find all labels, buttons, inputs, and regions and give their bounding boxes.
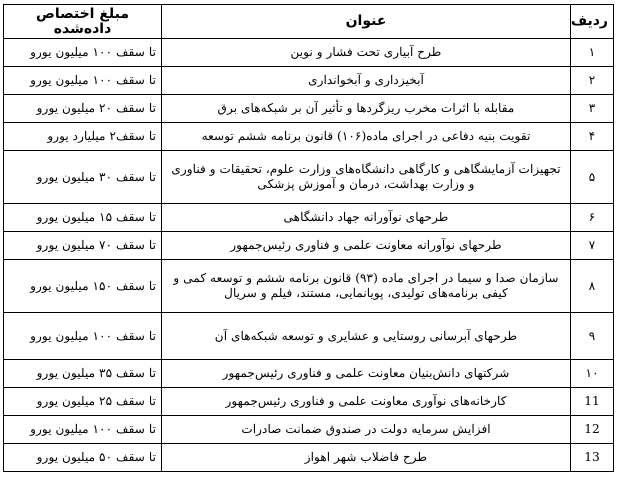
row-number: ۹	[571, 313, 614, 360]
row-number: ۱۰	[571, 360, 614, 388]
row-title: آبخیزداری و آبخوانداری	[162, 67, 571, 95]
row-title: تجهیزات آزمایشگاهی و کارگاهی دانشگاه‌های وزارت علوم، تحقیقات و فناوری و وزارت بهداشت، درمان و آموزش پزشکی	[162, 151, 571, 204]
table-row	[4, 416, 614, 444]
row-title: مقابله با اثرات مخرب ریزگردها و تأثیر آن بر شبکه‌های برق	[162, 95, 571, 123]
row-number: ۱	[571, 39, 614, 67]
row-number: ۷	[571, 232, 614, 260]
row-amount: تا سقف ۱۰۰ میلیون یورو	[4, 39, 162, 67]
row-amount: تا سقف ۱۵ میلیون یورو	[4, 204, 162, 232]
row-amount: تا سقف ۷۰ میلیون یورو	[4, 232, 162, 260]
row-amount: تا سقف ۱۰۰ میلیون یورو	[4, 313, 162, 360]
row-title: طرحهای نوآورانه جهاد دانشگاهی	[162, 204, 571, 232]
row-amount: تا سقف ۲۵ میلیون یورو	[4, 388, 162, 416]
table-row	[4, 204, 614, 232]
row-number: 13	[571, 444, 614, 472]
table-row	[4, 95, 614, 123]
table-row	[4, 313, 614, 360]
table-row	[4, 444, 614, 472]
table-row	[4, 360, 614, 388]
row-title: طرحهای نوآورانه معاونت علمی و فناوری رئیس‌جمهور	[162, 232, 571, 260]
budget-allocation-table	[3, 4, 614, 472]
table-row	[4, 232, 614, 260]
table-row	[4, 123, 614, 151]
row-title: سازمان صدا و سیما در اجرای ماده (۹۳) قانون برنامه ششم و توسعه کمی و کیفی برنامه‌های تولیدی، پویانمایی، مستند، فیلم و سریال	[162, 260, 571, 313]
table-row	[4, 151, 614, 204]
row-title: کارخانه‌های نوآوری معاونت علمی و فناوری رئیس‌جمهور	[162, 388, 571, 416]
header-amount: مبلغ اختصاص دادەشده	[4, 5, 162, 39]
table-header-row	[4, 5, 614, 39]
row-amount: تا سقف ۲۰ میلیون یورو	[4, 95, 162, 123]
row-number: ۴	[571, 123, 614, 151]
table-row	[4, 67, 614, 95]
header-title: عنوان	[162, 5, 571, 39]
row-number: ۶	[571, 204, 614, 232]
row-title: طرحهای آبرسانی روستایی و عشایری و توسعه شبکه‌های آن	[162, 313, 571, 360]
row-title: افزایش سرمایه دولت در صندوق ضمانت صادرات	[162, 416, 571, 444]
row-number: ۵	[571, 151, 614, 204]
table-row	[4, 39, 614, 67]
row-title: طرح فاضلاب شهر اهواز	[162, 444, 571, 472]
row-amount: تا سقف۲ میلیارد یورو	[4, 123, 162, 151]
row-number: ۳	[571, 95, 614, 123]
table-row	[4, 388, 614, 416]
row-title: شرکتهای دانش‌بنیان معاونت علمی و فناوری رئیس‌جمهور	[162, 360, 571, 388]
row-amount: تا سقف ۳۰ میلیون یورو	[4, 151, 162, 204]
row-amount: تا سقف ۱۵۰ میلیون یورو	[4, 260, 162, 313]
header-row-number: ردیف	[571, 5, 614, 39]
row-amount: تا سقف ۵۰ میلیون یورو	[4, 444, 162, 472]
row-number: 12	[571, 416, 614, 444]
row-number: ۸	[571, 260, 614, 313]
table-row	[4, 260, 614, 313]
row-amount: تا سقف ۱۰۰ میلیون یورو	[4, 416, 162, 444]
row-amount: تا سقف ۳۵ میلیون یورو	[4, 360, 162, 388]
row-amount: تا سقف ۱۰۰ میلیون یورو	[4, 67, 162, 95]
row-number: 11	[571, 388, 614, 416]
row-number: ۲	[571, 67, 614, 95]
row-title: طرح آبیاری تحت فشار و نوین	[162, 39, 571, 67]
row-title: تقویت بنیه دفاعی در اجرای ماده(۱۰۶) قانون برنامه ششم توسعه	[162, 123, 571, 151]
